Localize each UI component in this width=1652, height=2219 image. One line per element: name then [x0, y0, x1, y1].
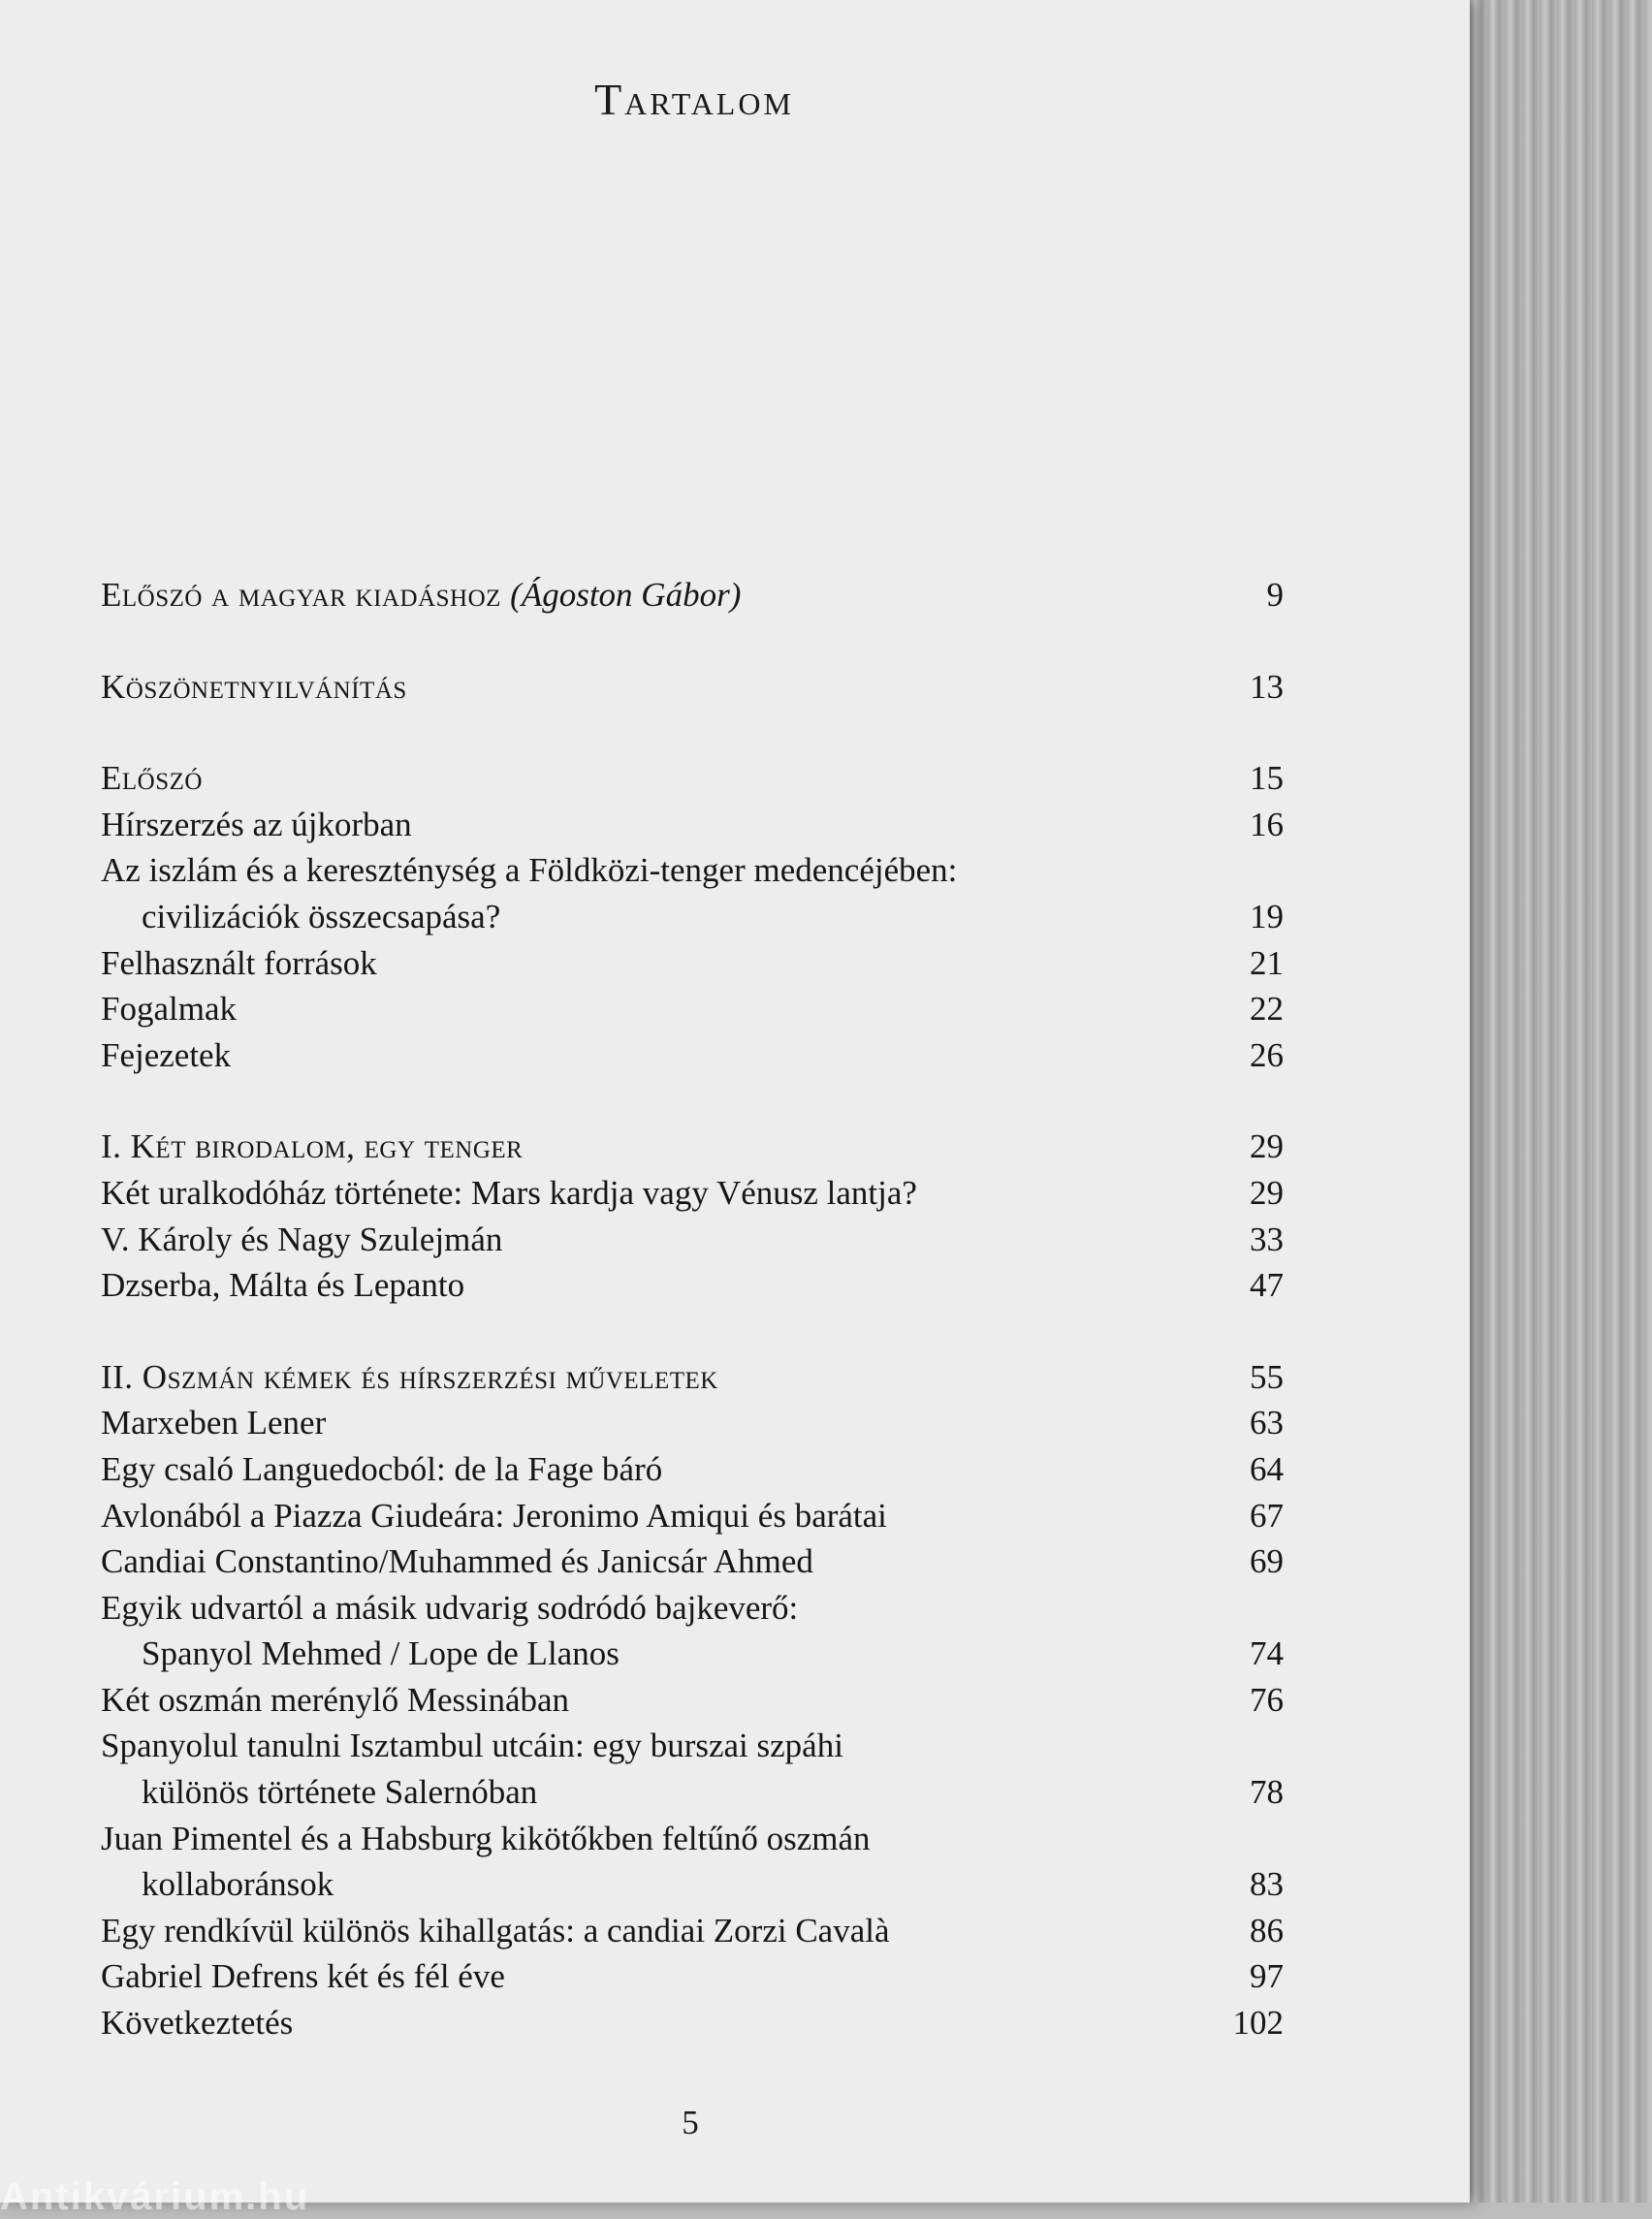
toc-entry-page: 26	[1250, 1035, 1284, 1074]
page-number: 5	[682, 2104, 699, 2141]
toc-entry	[101, 1723, 1284, 1769]
toc-entry-page: 47	[1250, 1266, 1284, 1305]
watermark: Antikvárium.hu	[0, 2175, 310, 2218]
toc-entry	[101, 1861, 1284, 1908]
toc-entry-page: 55	[1250, 1357, 1284, 1396]
toc-entry	[101, 1953, 1284, 2000]
toc-entry-label: Fogalmak	[101, 990, 237, 1029]
toc-entry-page: 86	[1250, 1911, 1284, 1950]
background-surface	[1470, 0, 1652, 2203]
toc-entry	[101, 1769, 1284, 1816]
toc-entry-label: Fejezetek	[101, 1035, 232, 1074]
toc-entry	[101, 1446, 1284, 1493]
toc-entry-label: II. Oszmán kémek és hírszerzési műveletek	[101, 1357, 718, 1396]
toc-entry-author: (Ágoston Gábor)	[510, 576, 742, 614]
toc-entry-label: civilizációk összecsapása?	[142, 897, 501, 935]
toc-entry-label: Hírszerzés az újkorban	[101, 805, 412, 843]
toc-entry-page: 33	[1250, 1220, 1284, 1258]
toc-entry	[101, 1217, 1284, 1263]
toc-entry-page: 83	[1250, 1865, 1284, 1904]
toc-entry-label: Marxeben Lener	[101, 1404, 327, 1442]
toc-entry-page: 15	[1250, 759, 1284, 798]
toc-entry-page: 29	[1250, 1127, 1284, 1166]
toc-entry-label: különös története Salernóban	[142, 1773, 538, 1812]
toc-entry-label: Egy csaló Languedocból: de la Fage báró	[101, 1449, 663, 1488]
toc-chapter-entry	[101, 1354, 1284, 1401]
toc-entry-page: 97	[1250, 1957, 1284, 1996]
toc-entry	[101, 1032, 1284, 1079]
toc-entry	[101, 1262, 1284, 1309]
toc-entry-label: Előszó a magyar kiadáshoz (Ágoston Gábor)	[101, 576, 742, 614]
toc-entry-page: 29	[1250, 1173, 1284, 1212]
toc-entry-page: 67	[1250, 1496, 1284, 1535]
toc-spacer	[101, 1078, 1284, 1124]
toc-entry-label: Az iszlám és a kereszténység a Földközi-tenger medencéjében:	[101, 851, 958, 890]
toc-entry-label: Dzserba, Málta és Lepanto	[101, 1266, 465, 1305]
toc-entry	[101, 1677, 1284, 1724]
toc-entry-page: 16	[1250, 805, 1284, 843]
toc-entry	[101, 1631, 1284, 1677]
toc-entry	[101, 802, 1284, 848]
toc-entry-label: V. Károly és Nagy Szulejmán	[101, 1220, 503, 1258]
toc-entry-page: 9	[1266, 576, 1284, 614]
toc-chapter-entry	[101, 572, 1284, 618]
toc-chapter-entry	[101, 1124, 1284, 1170]
toc-entry	[101, 1170, 1284, 1217]
toc-entry-page: 19	[1250, 897, 1284, 935]
toc-entry-page: 69	[1250, 1542, 1284, 1581]
toc-entry-page: 63	[1250, 1404, 1284, 1442]
toc-entry	[101, 1493, 1284, 1539]
toc-entry	[101, 1816, 1284, 1862]
toc-spacer	[101, 618, 1284, 664]
toc-entry-label: Avlonából a Piazza Giudeára: Jeronimo Amiqui és barátai	[101, 1496, 887, 1535]
toc-entry-label: Spanyolul tanulni Isztambul utcáin: egy burszai szpáhi	[101, 1727, 843, 1765]
toc-entry-label: Juan Pimentel és a Habsburg kikötőkben feltűnő oszmán	[101, 1819, 871, 1857]
toc-entry-page: 22	[1250, 990, 1284, 1029]
toc-entry-label: Spanyol Mehmed / Lope de Llanos	[142, 1634, 620, 1673]
toc-entry	[101, 894, 1284, 940]
toc-entry	[101, 940, 1284, 987]
toc-entry-label: Előszó	[101, 759, 203, 798]
toc-entry-page: 74	[1250, 1634, 1284, 1673]
toc-entry-page: 78	[1250, 1773, 1284, 1812]
toc-chapter-entry	[101, 755, 1284, 802]
toc-entry-label: I. Két birodalom, egy tenger	[101, 1127, 524, 1166]
toc-chapter-entry	[101, 664, 1284, 711]
table-of-contents	[101, 572, 1284, 2046]
toc-entry-label: Két oszmán merénylő Messinában	[101, 1680, 570, 1719]
toc-entry-label: Candiai Constantino/Muhammed és Janicsár Ahmed	[101, 1542, 813, 1581]
toc-entry-page: 64	[1250, 1449, 1284, 1488]
page-title: Tartalom	[594, 75, 794, 124]
toc-entry	[101, 1585, 1284, 1632]
toc-entry	[101, 1538, 1284, 1585]
toc-spacer	[101, 710, 1284, 755]
toc-entry-label: Felhasznált források	[101, 943, 377, 982]
toc-entry-label: Egy rendkívül különös kihallgatás: a candiai Zorzi Cavalà	[101, 1911, 890, 1950]
toc-entry-label: Egyik udvartól a másik udvarig sodródó bajkeverő:	[101, 1588, 799, 1627]
toc-entry	[101, 2000, 1284, 2046]
toc-entry-label: Gabriel Defrens két és fél éve	[101, 1957, 505, 1996]
toc-entry-page: 76	[1250, 1680, 1284, 1719]
toc-entry-label: kollaboránsok	[142, 1865, 334, 1904]
toc-entry	[101, 1908, 1284, 1954]
toc-entry-page: 13	[1250, 667, 1284, 706]
toc-entry	[101, 1400, 1284, 1446]
toc-entry-label: Köszönetnyilvánítás	[101, 667, 407, 706]
toc-entry-label: Következtetés	[101, 2004, 294, 2043]
toc-entry	[101, 986, 1284, 1032]
toc-entry-page: 102	[1232, 2004, 1284, 2043]
toc-entry-page: 21	[1250, 943, 1284, 982]
toc-entry-label: Két uralkodóház története: Mars kardja vagy Vénusz lantja?	[101, 1173, 917, 1212]
toc-spacer	[101, 1309, 1284, 1354]
toc-entry	[101, 847, 1284, 894]
